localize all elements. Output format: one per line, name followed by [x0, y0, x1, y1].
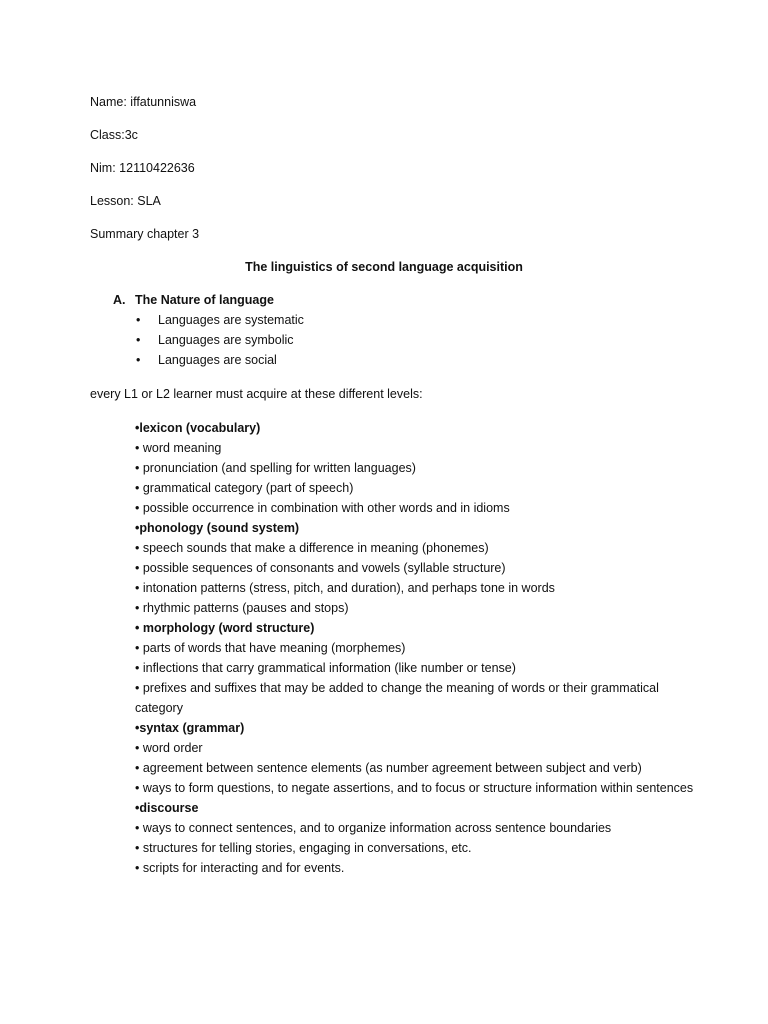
- section-a-heading: [113, 292, 274, 308]
- level-item: • agreement between sentence elements (as number agreement between subject and verb): [135, 761, 642, 775]
- bullet-icon: •: [136, 313, 141, 327]
- list-item: • Languages are symbolic: [136, 333, 294, 347]
- level-heading: •phonology (sound system): [135, 521, 300, 535]
- level-item: • speech sounds that make a difference in meaning (phonemes): [135, 541, 489, 555]
- level-heading: •discourse: [135, 801, 199, 815]
- document-title: The linguistics of second language acquisition: [245, 260, 523, 274]
- list-item: • Languages are social: [136, 353, 277, 367]
- student-nim: Nim: 12110422636: [90, 161, 195, 175]
- level-item: • inflections that carry grammatical information (like number or tense): [135, 661, 516, 675]
- list-item: • Languages are systematic: [136, 313, 304, 327]
- level-heading: •lexicon (vocabulary): [135, 421, 261, 435]
- level-item: • scripts for interacting and for events.: [135, 861, 345, 875]
- levels-intro: every L1 or L2 learner must acquire at these different levels:: [90, 387, 423, 401]
- level-item: • prefixes and suffixes that may be added to change the meaning of words or their grammatical category: [135, 681, 659, 715]
- level-item: • grammatical category (part of speech): [135, 481, 354, 495]
- level-item: • structures for telling stories, engaging in conversations, etc.: [135, 841, 472, 855]
- level-item: • possible occurrence in combination with other words and in idioms: [135, 501, 510, 515]
- levels-list: [135, 418, 695, 878]
- level-item: • word order: [135, 741, 203, 755]
- lesson-name: Lesson: SLA: [90, 194, 161, 208]
- bullet-icon: •: [136, 333, 141, 347]
- bullet-icon: •: [136, 353, 141, 367]
- level-item: • ways to form questions, to negate assertions, and to focus or structure information within sentences: [135, 781, 694, 795]
- level-heading: •syntax (grammar): [135, 721, 245, 735]
- level-item: • intonation patterns (stress, pitch, and duration), and perhaps tone in words: [135, 581, 555, 595]
- section-a-title: The Nature of language: [135, 293, 274, 307]
- level-item: • possible sequences of consonants and vowels (syllable structure): [135, 561, 506, 575]
- student-class: Class:3c: [90, 128, 138, 142]
- section-a-letter: A.: [113, 293, 126, 307]
- level-heading: • morphology (word structure): [135, 621, 315, 635]
- level-item: • pronunciation (and spelling for written languages): [135, 461, 416, 475]
- level-item: • parts of words that have meaning (morphemes): [135, 641, 406, 655]
- summary-label: Summary chapter 3: [90, 227, 200, 241]
- nature-of-language-list: [136, 312, 304, 372]
- level-item: • word meaning: [135, 441, 222, 455]
- student-name: Name: iffatunniswa: [90, 95, 197, 109]
- level-item: • rhythmic patterns (pauses and stops): [135, 601, 349, 615]
- level-item: • ways to connect sentences, and to organize information across sentence boundaries: [135, 821, 612, 835]
